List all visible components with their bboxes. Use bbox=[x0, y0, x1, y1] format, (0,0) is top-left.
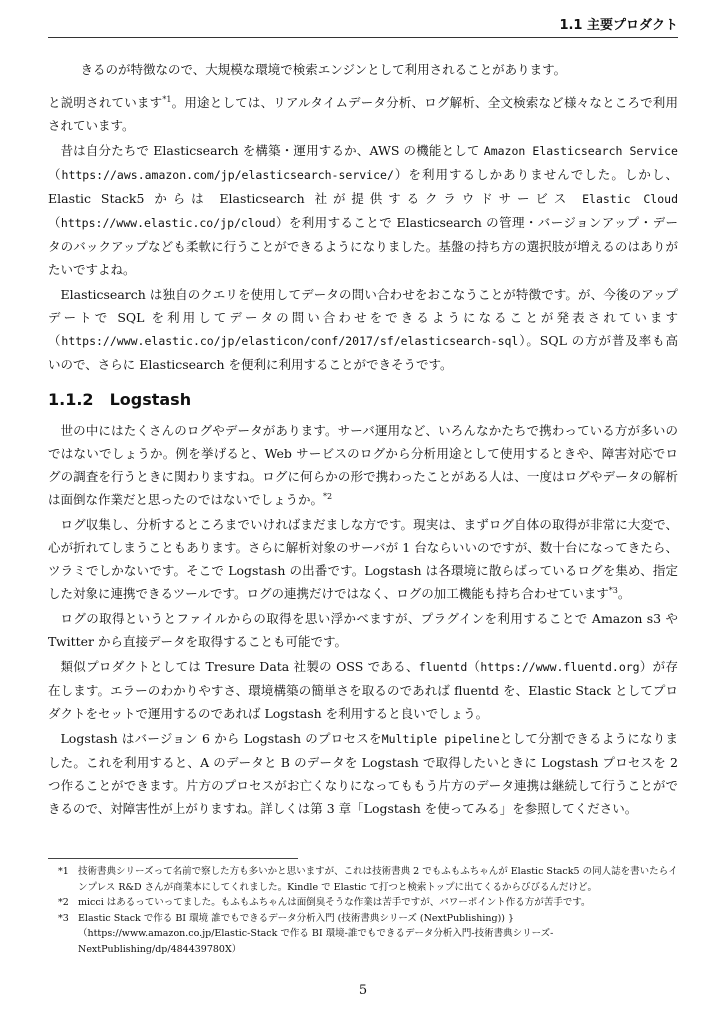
url-fluentd[interactable]: https://www.fluentd.org bbox=[480, 660, 640, 674]
footnote: *1 技術書典シリーズって名前で察した方も多いかと思いますが、これは技術書典 2 でもふもふちゃんが Elastic Stack5 の同人誌を書いたらインプレス R&D さんが商業本にしてくれました。Kindle で Elastic て打つと検索トップに出てくるからびびるんだけど。 bbox=[58, 866, 678, 893]
body-text bbox=[48, 58, 678, 822]
footnote-rule bbox=[48, 858, 298, 859]
paragraph-4: 世の中にはたくさんのログやデータがあります。サーバ運用など、いろんなかたちで携わっている方が多いのではないでしょうか。例を挙げると、Web サービスのログから分析用途として使用するときや、障害対応でログの調査を行うときに関わりますね。ログに何らかの形で携わったことがある人は、一度はログやデータの解析は面倒な作業だと思ったのではないでしょうか。$^{*2}$ bbox=[48, 423, 678, 507]
paragraph-3: Elasticsearch は独自のクエリを使用してデータの問い合わせをおこなうことが特徴です。が、今後のアップデートで SQL を利用してデータの問い合わせをできるようになることが発表されています（https://www.elastic.co/jp/elasticon/conf/2017/sf/elasticsearch-sql）。SQL の方が普及率も高いので、さらに Elasticsearch を便利に利用することができそうです。 bbox=[48, 287, 678, 372]
paragraph-2: 昔は自分たちで Elasticsearch を構築・運用するか、AWS の機能として Amazon Elasticsearch Service（https://aws.amazon.com/jp/elasticsearch-service/）を利用するしかありませんでした。しかし、Elastic Stack5 からは Elasticsearch 社が提供するクラウドサービス Elastic Cloud（https://www.elastic.co/jp/cloud）を利用することで Elasticsearch の管理・バージョンアップ・データのバックアップなども柔軟に行うことができるようになりました。基盤の持ち方の選択肢が増えるのはありがたいですよね。 bbox=[48, 143, 679, 277]
section-title: Logstash bbox=[109, 390, 192, 409]
section-number: 1.1.2 bbox=[48, 390, 94, 409]
running-header: 1.1 主要プロダクト bbox=[559, 18, 678, 33]
footnote-ref-3[interactable]: *3 bbox=[608, 585, 618, 595]
url-elasticsearch-sql[interactable]: https://www.elastic.co/jp/elasticon/conf/2017/sf/elasticsearch-sql bbox=[61, 334, 519, 348]
paragraph-8: Logstash はバージョン 6 から Logstash のプロセスをMultiple pipelineとして分割できるようになりました。これを利用すると、A のデータと B のデータを Logstash で取得したいときに Logstash プロセスを 2 つ作ることができます。片方のプロセスがお亡くなりになってももう片方のデータ連携は継続して行うことができるので、対障害性が上がりますね。詳しくは第 3 章「Logstash を使ってみる」を参照してください。 bbox=[48, 731, 678, 816]
section-heading bbox=[48, 390, 678, 409]
paragraph-5: ログ収集し、分析するところまでいければまだましな方です。現実は、まずログ自体の取得が非常に大変で、心が折れてしまうこともあります。さらに解析対象のサーバが 1 台ならいいのですが、数十台になってきたら、ツラミでしかないです。そこで Logstash の出番です。Logstash は各環境に散らばっているログを集め、指定した対象に連携できるツールです。ログの連携だけではなく、ログの加工機能も持ち合わせています$^{*3}$。 bbox=[48, 517, 678, 601]
footnote-ref-2[interactable]: *2 bbox=[323, 491, 333, 501]
product-name-fluentd: fluentd bbox=[418, 660, 468, 674]
url-aws-es[interactable]: https://aws.amazon.com/jp/elasticsearch-service/ bbox=[61, 168, 394, 182]
paragraph-continuation: きるのが特徴なので、大規模な環境で検索エンジンとして利用されることがあります。 bbox=[80, 62, 567, 77]
url-elastic-cloud[interactable]: https://www.elastic.co/jp/cloud bbox=[60, 216, 276, 230]
footnote: *3 Elastic Stack で作る BI 環境 誰でもできるデータ分析入門 (技術書典シリーズ (NextPublishing)) }（https://www.amazon.co.jp/Elastic-Stack で作る BI 環境-誰でもできるデータ分析入門-技術書典シリーズ-NextPublishing/dp/484439780X） bbox=[58, 912, 554, 955]
paragraph-7: 類似プロダクトとしては Tresure Data 社製の OSS である、fluentd（https://www.fluentd.org）が存在します。エラーのわかりやすさ、環境構築の簡単さを取るのであれば fluentd を、Elastic Stack としてプロダクトをセットで運用するのであれば Logstash を利用すると良いでしょう。 bbox=[48, 659, 678, 721]
footnote-ref-1[interactable]: *1 bbox=[162, 94, 172, 104]
product-name-elastic-cloud: Elastic Cloud bbox=[582, 192, 679, 206]
paragraph-1: と説明されています$^{*1}$。用途としては、リアルタイムデータ分析、ログ解析、全文検索など様々なところで利用されています。 bbox=[48, 94, 678, 133]
product-name-aws-es: Amazon Elasticsearch Service bbox=[483, 144, 678, 158]
footnotes bbox=[48, 864, 680, 957]
paragraph-6: ログの取得というとファイルからの取得を思い浮かべますが、プラグインを利用することで Amazon s3 や Twitter から直接データを取得することも可能です。 bbox=[48, 611, 678, 649]
page-number: 5 bbox=[358, 983, 368, 998]
header-rule bbox=[48, 37, 678, 38]
code-multiple-pipeline: Multiple pipeline bbox=[381, 732, 500, 746]
footnote: *2 micci はあるっていってました。もふもふちゃんは面倒臭そうな作業は苦手ですが、パワーポイント作る方が苦手です。 bbox=[58, 897, 591, 908]
